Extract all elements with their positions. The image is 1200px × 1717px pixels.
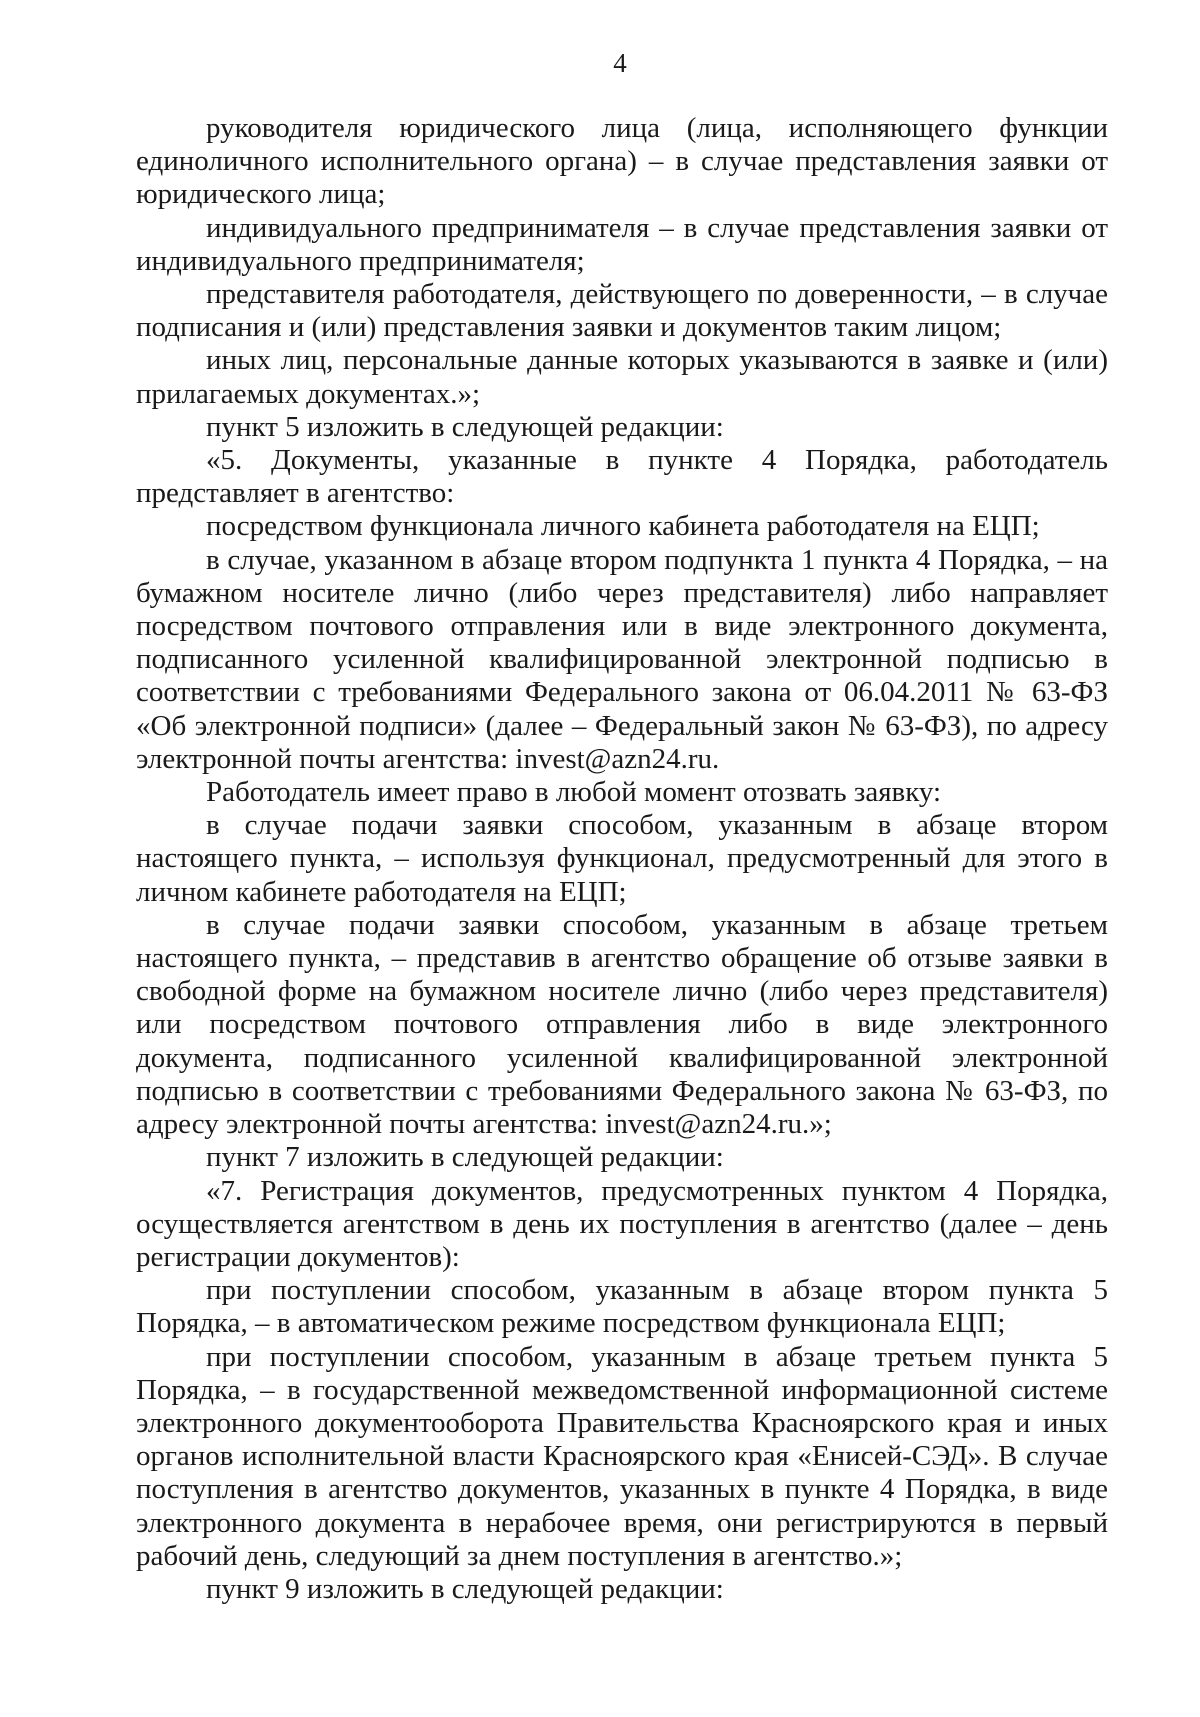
paragraph: представителя работодателя, действующего по доверенности, – в случае подписания и (или) представления заявки и документов таким лицом; [136,278,1108,344]
paragraph: пункт 9 изложить в следующей редакции: [206,1572,724,1605]
paragraph: Работодатель имеет право в любой момент отозвать заявку: [206,776,942,809]
paragraph: «7. Регистрация документов, предусмотренных пунктом 4 Порядка, осуществляется агентством в день их поступления в агентство (далее – день регистрации документов): [136,1174,1108,1273]
page-number: 4 [613,48,627,78]
paragraph: пункт 5 изложить в следующей редакции: [206,410,724,443]
paragraph: в случае подачи заявки способом, указанным в абзаце втором настоящего пункта, – используя функционал, предусмотренный для этого в личном кабинете работодателя на ЕЦП; [136,809,1108,908]
paragraph: индивидуального предпринимателя – в случае представления заявки от индивидуального предпринимателя; [136,211,1108,277]
paragraph: иных лиц, персональные данные которых указываются в заявке и (или) прилагаемых документах.»; [136,344,1108,410]
paragraph: в случае, указанном в абзаце втором подпункта 1 пункта 4 Порядка, – на бумажном носителе лично (либо через представителя) либо направляет посредством почтового отправления или в виде электронного документа, подписанного усиленной квалифицированной электронной подписью в соответствии с требованиями Федерального закона от 06.04.2011 № 63-ФЗ «Об электронной подписи» (далее – Федеральный закон № 63-ФЗ), по адресу электронной почты агентства: invest@azn24.ru. [136,543,1108,775]
paragraph: при поступлении способом, указанным в абзаце втором пункта 5 Порядка, – в автоматическом режиме посредством функционала ЕЦП; [136,1274,1108,1340]
paragraph: «5. Документы, указанные в пункте 4 Порядка, работодатель представляет в агентство: [136,444,1108,510]
paragraph: при поступлении способом, указанным в абзаце третьем пункта 5 Порядка, – в государственной межведомственной информационной системе электронного документооборота Правительства Красноярского края и иных органов исполнительной власти Красноярского края «Енисей-СЭД». В случае поступления в агентство документов, указанных в пункте 4 Порядка, в виде электронного документа в нерабочее время, они регистрируются в первый рабочий день, следующий за днем поступления в агентство.»; [136,1340,1108,1572]
paragraph: в случае подачи заявки способом, указанным в абзаце третьем настоящего пункта, – представив в агентство обращение об отзыве заявки в свободной форме на бумажном носителе лично (либо через представителя) или посредством почтового отправления либо в виде электронного документа, подписанного усиленной квалифицированной электронной подписью в соответствии с требованиями Федерального закона № 63-ФЗ, по адресу электронной почты агентства: invest@azn24.ru.»; [136,908,1108,1141]
document-body [136,112,1108,1606]
paragraph: пункт 7 изложить в следующей редакции: [206,1141,724,1174]
paragraph: руководителя юридического лица (лица, исполняющего функции единоличного исполнительного органа) – в случае представления заявки от юридического лица; [136,112,1108,211]
paragraph: посредством функционала личного кабинета работодателя на ЕЦП; [206,510,1040,543]
